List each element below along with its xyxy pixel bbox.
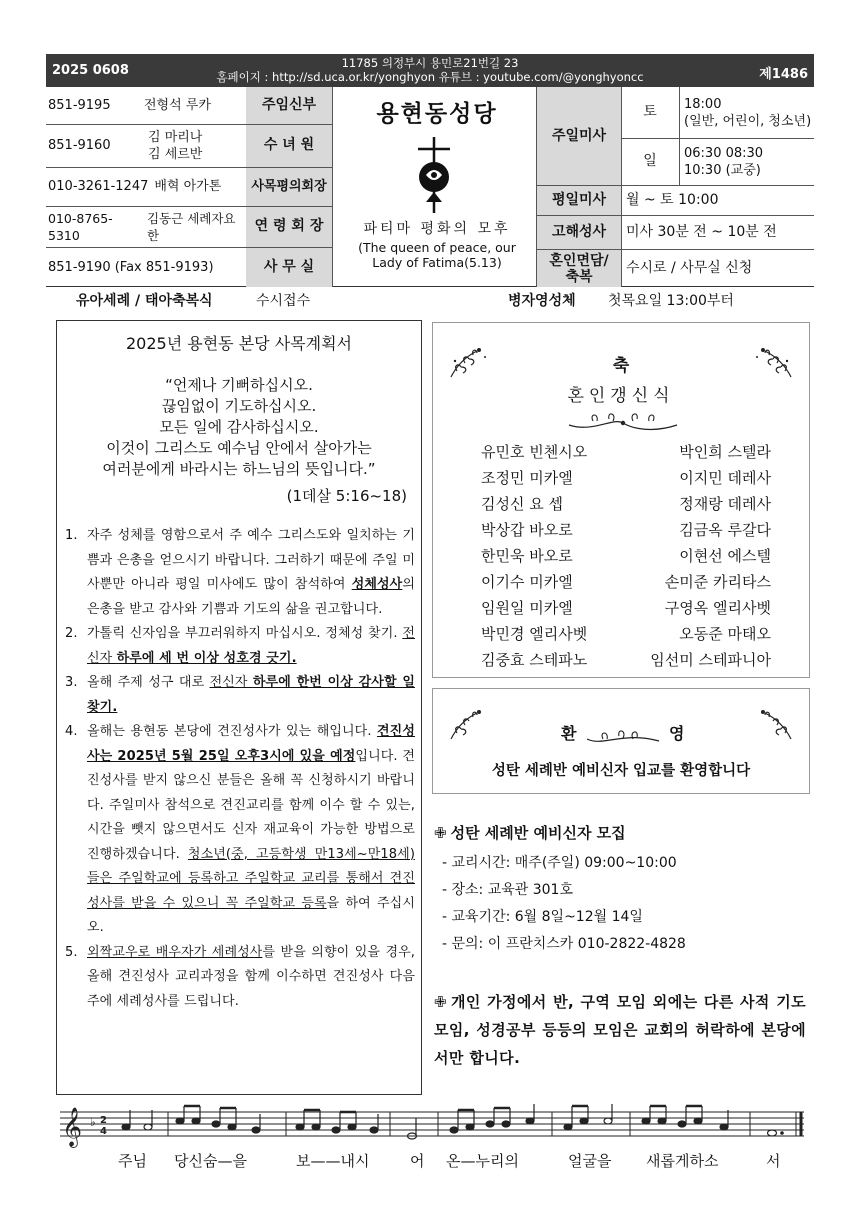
couple-row	[481, 465, 771, 491]
item-text: 자주 성체를 영함으로서 주 예수 그리스도와 일치하는 기쁨과 은총을 얻으시기 바랍니다. 그러하기 때문에 주일 미사뿐만 아니라 평일 미사에도 많이 참석하여	[87, 528, 415, 592]
plan-item	[65, 941, 415, 1015]
item-emphasis: 하루에 한번 이상 감사할 일 찾기.	[87, 675, 415, 715]
item-emphasis: 전신자	[209, 675, 253, 690]
recruit-title-text: 성탄 세례반 예비신자 모집	[450, 824, 626, 842]
welcome-char: 환	[561, 724, 577, 743]
issue-number: 제1486	[759, 67, 808, 82]
notice-text: 개인 가정에서 반, 구역 모임 외에는 다른 사적 기도 모임, 성경공부 등등의 모임은 교회의 허락하에 본당에서만 합니다.	[434, 993, 806, 1067]
svg-text:♭: ♭	[90, 1115, 96, 1129]
quote-line: 끊임없이 기도하십시오.	[161, 397, 317, 415]
congratulations-mark: 축	[612, 356, 630, 376]
wife-name: 박인희 스텔라	[679, 443, 771, 461]
item-text: 올해는 용현동 본당에 견진성사가 있는 해입니다.	[87, 724, 378, 739]
item-number: 5.	[65, 944, 78, 960]
husband-name: 임원일 미카엘	[481, 599, 573, 617]
wife-name: 이현선 에스텔	[679, 547, 771, 565]
welcome-box	[432, 688, 810, 794]
weekday-mass-times: 월 ~ 토 10:00	[626, 192, 719, 208]
item-text: 가톨릭 신자임을 부끄러워하지 마십시오. 정체성 찾기.	[87, 626, 403, 641]
wife-name: 이지민 데레사	[679, 469, 771, 487]
contact-name: 김 세르반	[148, 146, 203, 162]
church-name: 용현동성당	[376, 101, 498, 127]
sunday-time: 06:30 08:30	[684, 145, 764, 161]
item-emphasis: 전신자	[87, 626, 415, 666]
sick-communion-label: 병자영성체	[508, 293, 576, 309]
item-emphasis: 청소년(중, 고등학생 만13세~만18세)들은 주일학교에 등록하고 주일학교 교리를 통해서 견진성사를 받을 수 있으니 꼭 주일학교 등록	[87, 846, 415, 911]
contact-row-pastor	[46, 87, 246, 124]
husband-name: 김성신 요 셉	[481, 495, 563, 513]
infant-baptism-value: 수시접수	[256, 293, 311, 309]
contact-row-funeral	[46, 206, 246, 247]
contact-phone: 851-9195	[48, 98, 111, 113]
item-emphasis: 성체성사	[351, 577, 403, 592]
contact-name: 전형석 루카	[144, 98, 211, 113]
pastoral-plan-box	[56, 320, 422, 1095]
item-text: 을 하여 주십시오.	[87, 895, 415, 935]
music-staff	[60, 1100, 804, 1148]
wedding-consult-label	[537, 250, 621, 287]
infant-baptism-label: 유아세례 / 태아축복식	[76, 293, 213, 309]
svg-text:4: 4	[100, 1126, 107, 1137]
label-line: 혼인면담/	[549, 252, 609, 269]
lyric-syllable: 새롭게하소	[646, 1152, 719, 1170]
couple-row	[481, 491, 771, 517]
wife-name: 오동준 마태오	[679, 625, 771, 643]
husband-name: 박상갑 바오로	[481, 521, 573, 539]
contact-name: 배혁 아가톤	[154, 179, 222, 194]
plan-title: 2025년 용현동 본당 사목계획서	[126, 334, 352, 353]
recruit-title	[434, 822, 812, 852]
svg-text:2: 2	[100, 1115, 107, 1126]
wife-name: 손미준 카리타스	[664, 573, 771, 591]
contact-row-office	[46, 247, 246, 287]
lyric-syllable: 어	[410, 1152, 425, 1170]
couple-row	[481, 595, 771, 621]
recruit-detail: - 교리시간: 매주(주일) 09:00~10:00	[442, 855, 677, 871]
confession-label: 고해성사	[537, 216, 621, 249]
sacrament-strip	[46, 288, 814, 310]
sick-communion-value: 첫목요일 13:00부터	[608, 293, 734, 309]
couple-row	[481, 543, 771, 569]
lyric-syllable: 주님	[118, 1152, 147, 1170]
welcome-message: 성탄 세례반 예비신자 입교를 환영합니다	[491, 763, 751, 779]
contact-row-convent	[46, 124, 246, 167]
item-emphasis: 외짝교우로 배우자가 세례성사	[87, 944, 263, 960]
contact-phone: 010-3261-1247	[48, 179, 149, 194]
item-emphasis: 하루에 세 번 이상 성호경 긋기.	[116, 650, 297, 666]
treble-clef-icon: 𝄞	[62, 1107, 83, 1147]
weekday-mass-label: 평일미사	[537, 186, 621, 215]
role-label-council: 사목평의회장	[246, 167, 332, 206]
item-text: 를 받을 의향이 있을 경우, 올해 견진성사 교리과정을 함께 이수하면 견진성사 다음주에 세례성사를 드립니다.	[87, 944, 415, 1009]
wife-name: 구영옥 엘리사벳	[664, 599, 771, 617]
couple-row	[481, 621, 771, 647]
recruit-detail: - 교육기간: 6월 8일~12월 14일	[442, 909, 643, 925]
couple-row	[481, 517, 771, 543]
contact-row-council	[46, 167, 246, 206]
hymn-lyrics	[60, 1150, 804, 1172]
saturday-label: 토	[643, 104, 657, 120]
item-text: 의 은총을 받고 감사와 기쁨과 기도의 삶을 권고합니다.	[87, 577, 415, 617]
item-text: 올해 주제 성구 대로	[87, 675, 210, 690]
item-emphasis: 견진성사는 2025년 5월 25일 오후3시에 있을 예정	[87, 724, 415, 764]
patron-name-korean: 파티마 평화의 모후	[363, 221, 511, 237]
quote-line: “언제나 기뻐하십시오.	[165, 376, 313, 394]
contact-name: 김 마리나	[148, 129, 203, 145]
floral-ornament-icon	[583, 727, 663, 749]
wife-name: 정재랑 데레사	[679, 495, 771, 513]
sunday-time: 10:30 (교중)	[684, 162, 761, 178]
lyric-syllable: 당신숨—을	[174, 1152, 247, 1170]
welcome-char: 영	[669, 724, 685, 743]
plan-item	[65, 622, 415, 671]
patron-name-english	[338, 240, 536, 270]
floral-ornament-icon	[749, 703, 795, 743]
husband-name: 이기수 미카엘	[481, 573, 573, 591]
lyric-syllable: 얼굴을	[568, 1152, 612, 1170]
wife-name: 임선미 스테파니아	[650, 651, 771, 669]
couple-row	[481, 439, 771, 465]
item-text: 입니다. 견진성사를 받지 않으신 분들은 올해 꼭 신청하시기 바랍니다. 주일미사 참석으로 견진교리를 함께 이수 할 수 있는, 시간을 뺏지 않으면서도 신자 재교육이 가능한 방법으로 진행하겠습니다.	[87, 748, 415, 862]
patron-en-line: Lady of Fatima(5.13)	[372, 255, 502, 270]
patron-en-line: (The queen of peace, our	[358, 240, 516, 255]
role-label-pastor: 주임신부	[246, 87, 332, 124]
saturday-times	[680, 87, 814, 138]
husband-name: 한민욱 바오로	[481, 547, 573, 565]
role-label-convent: 수 녀 원	[246, 124, 332, 167]
scripture-quote	[57, 375, 421, 480]
contact-phone: 851-9160	[48, 138, 111, 153]
husband-name: 유민호 빈첸시오	[481, 443, 588, 461]
item-number: 2.	[65, 626, 78, 641]
couple-row	[481, 569, 771, 595]
saturday-time: 18:00	[684, 96, 722, 112]
info-table	[46, 87, 814, 287]
quote-reference: (1데살 5:16~18)	[286, 487, 407, 505]
catechumen-recruit	[434, 822, 812, 960]
address-block	[46, 56, 814, 84]
wedding-consult-info: 수시로 / 사무실 신청	[626, 260, 753, 276]
cross-icon: ✙	[434, 993, 447, 1011]
header-bar	[46, 54, 814, 87]
contact-names	[148, 129, 202, 163]
sunday-times	[680, 138, 814, 185]
plan-item	[65, 720, 415, 941]
lyric-syllable: 온—누리의	[446, 1152, 519, 1170]
wife-name: 김금옥 루갈다	[679, 521, 771, 539]
issue-date: 2025 0608	[52, 63, 129, 78]
contact-phone: 010-8765-5310	[48, 210, 113, 243]
floral-ornament-icon	[447, 703, 493, 743]
husband-name: 박민경 엘리사벳	[481, 625, 588, 643]
husband-name: 조정민 미카엘	[481, 469, 573, 487]
item-number: 4.	[65, 724, 78, 739]
contact-name: 김동근 세례자요한	[147, 210, 236, 243]
wedding-renewal-box	[432, 322, 810, 678]
cross-icon: ✙	[434, 824, 447, 842]
recruit-detail: - 장소: 교육관 301호	[442, 882, 573, 898]
plan-item	[65, 671, 415, 720]
role-label-office: 사 무 실	[246, 247, 332, 287]
couple-row	[481, 647, 771, 673]
sunday-mass-label: 주일미사	[537, 87, 621, 185]
confession-times: 미사 30분 전 ~ 10분 전	[626, 224, 777, 240]
label-line: 축복	[565, 268, 593, 285]
contact-phone: 851-9190 (Fax 851-9193)	[48, 259, 214, 275]
quote-line: 모든 일에 감사하십시오.	[159, 418, 319, 436]
quote-line: 여러분에게 바라시는 하느님의 뜻입니다.”	[102, 460, 376, 478]
saturday-note: (일반, 어린이, 청소년)	[684, 113, 812, 129]
wedding-renewal-title: 혼인갱신식	[567, 386, 675, 406]
couples-list	[481, 439, 771, 673]
lyric-syllable: 보——내시	[296, 1152, 370, 1170]
plan-item	[65, 524, 415, 622]
role-label-funeral: 연 령 회 장	[246, 206, 332, 247]
church-web-links[interactable]: 홈페이지 : http://sd.uca.or.kr/yonghyon 유튜브 : youtube.com/@yonghyoncc	[216, 70, 644, 84]
church-emblem-icon	[404, 135, 464, 215]
quote-line: 이것이 그리스도 예수님 안에서 살아가는	[106, 439, 372, 457]
sunday-label: 일	[643, 153, 657, 169]
item-number: 1.	[65, 528, 78, 543]
lyric-syllable: 서	[766, 1152, 781, 1170]
recruit-detail: - 문의: 이 프란치스카 010-2822-4828	[442, 936, 686, 952]
church-address: 11785 의정부시 용민로21번길 23	[341, 56, 519, 70]
floral-ornament-icon	[563, 411, 683, 433]
item-number: 3.	[65, 675, 78, 690]
husband-name: 김중효 스테파노	[481, 651, 588, 669]
gathering-notice	[434, 988, 806, 1072]
plan-list	[65, 524, 415, 1014]
